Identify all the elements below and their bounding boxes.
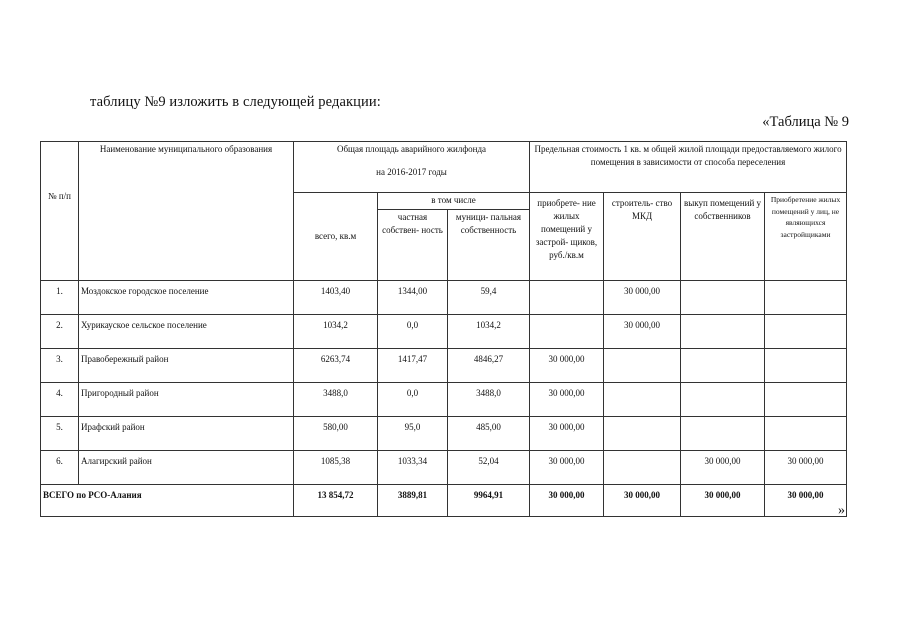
row-total: 1403,40: [294, 281, 378, 315]
row-acquire: 30 000,00: [530, 383, 604, 417]
row-total: 1085,38: [294, 451, 378, 485]
row-num: 3.: [41, 349, 79, 383]
row-name: Правобережный район: [79, 349, 294, 383]
row-construct: [604, 349, 681, 383]
row-total: 1034,2: [294, 315, 378, 349]
row-construct: [604, 383, 681, 417]
intro-text: таблицу №9 изложить в следующей редакции:: [90, 94, 381, 110]
row-construct: [604, 417, 681, 451]
row-buyout: [681, 315, 765, 349]
row-buyout: 30 000,00: [681, 451, 765, 485]
row-name: Моздокское городское поселение: [79, 281, 294, 315]
row-acquire-other: [765, 349, 847, 383]
row-acquire: 30 000,00: [530, 417, 604, 451]
header-area-period: на 2016-2017 годы: [376, 167, 447, 178]
header-acquire-other: Приобретение жилых помещений у лиц, не являющихся застройщиками: [765, 193, 847, 281]
row-private: 1417,47: [378, 349, 448, 383]
row-private: 0,0: [378, 315, 448, 349]
row-total: 3488,0: [294, 383, 378, 417]
header-cost: Предельная стоимость 1 кв. м общей жилой площади предоставляемого жилого помещения в зависимости от способа переселения: [530, 142, 847, 193]
table-row: [41, 383, 847, 417]
header-incl: в том числе: [378, 193, 530, 210]
header-row-1: [41, 142, 847, 193]
row-acquire: 30 000,00: [530, 451, 604, 485]
header-private: частная собствен- ность: [378, 210, 448, 281]
row-construct: 30 000,00: [604, 315, 681, 349]
row-municipal: 1034,2: [448, 315, 530, 349]
row-num: 1.: [41, 281, 79, 315]
row-acquire-other: [765, 281, 847, 315]
row-private: 1033,34: [378, 451, 448, 485]
row-name: Алагирский район: [79, 451, 294, 485]
row-buyout: [681, 349, 765, 383]
table-row: [41, 349, 847, 383]
row-name: Ирафский район: [79, 417, 294, 451]
row-acquire: [530, 281, 604, 315]
header-municipal: муници- пальная собственность: [448, 210, 530, 281]
row-buyout: [681, 417, 765, 451]
total-acquire: 30 000,00: [530, 485, 604, 517]
row-municipal: 59,4: [448, 281, 530, 315]
row-acquire: 30 000,00: [530, 349, 604, 383]
row-num: 5.: [41, 417, 79, 451]
table-caption: «Таблица № 9: [762, 114, 849, 130]
total-acquire-other: 30 000,00: [765, 485, 847, 517]
header-area-title: Общая площадь аварийного жилфонда: [336, 144, 487, 154]
row-total: 6263,74: [294, 349, 378, 383]
row-name: Пригородный район: [79, 383, 294, 417]
row-acquire-other: [765, 315, 847, 349]
row-buyout: [681, 281, 765, 315]
row-num: 2.: [41, 315, 79, 349]
header-num: № п/п: [41, 142, 79, 281]
row-construct: 30 000,00: [604, 281, 681, 315]
header-total: всего, кв.м: [294, 193, 378, 281]
header-area: [294, 142, 530, 193]
row-num: 4.: [41, 383, 79, 417]
total-buyout: 30 000,00: [681, 485, 765, 517]
total-municipal: 9964,91: [448, 485, 530, 517]
row-private: 1344,00: [378, 281, 448, 315]
row-acquire-other: [765, 383, 847, 417]
header-name: Наименование муниципального образования: [79, 142, 294, 281]
row-municipal: 52,04: [448, 451, 530, 485]
table-row: [41, 451, 847, 485]
header-acquire: приобрете- ние жилых помещений у застрой- щиков, руб./кв.м: [530, 193, 604, 281]
row-construct: [604, 451, 681, 485]
row-municipal: 4846,27: [448, 349, 530, 383]
row-acquire-other: 30 000,00: [765, 451, 847, 485]
row-acquire-other: [765, 417, 847, 451]
header-buyout: выкуп помещений у собственников: [681, 193, 765, 281]
row-municipal: 485,00: [448, 417, 530, 451]
row-private: 0,0: [378, 383, 448, 417]
table-row: [41, 417, 847, 451]
row-num: 6.: [41, 451, 79, 485]
total-label: ВСЕГО по РСО-Алания: [41, 485, 294, 517]
row-buyout: [681, 383, 765, 417]
table-row: [41, 315, 847, 349]
row-acquire: [530, 315, 604, 349]
header-construct: строитель- ство МКД: [604, 193, 681, 281]
row-name: Хурикауское сельское поселение: [79, 315, 294, 349]
table-9: [40, 141, 847, 517]
total-private: 3889,81: [378, 485, 448, 517]
row-municipal: 3488,0: [448, 383, 530, 417]
row-total: 580,00: [294, 417, 378, 451]
row-private: 95,0: [378, 417, 448, 451]
total-construct: 30 000,00: [604, 485, 681, 517]
total-row: [41, 485, 847, 517]
total-area: 13 854,72: [294, 485, 378, 517]
closing-quote: »: [838, 503, 845, 518]
table-row: [41, 281, 847, 315]
